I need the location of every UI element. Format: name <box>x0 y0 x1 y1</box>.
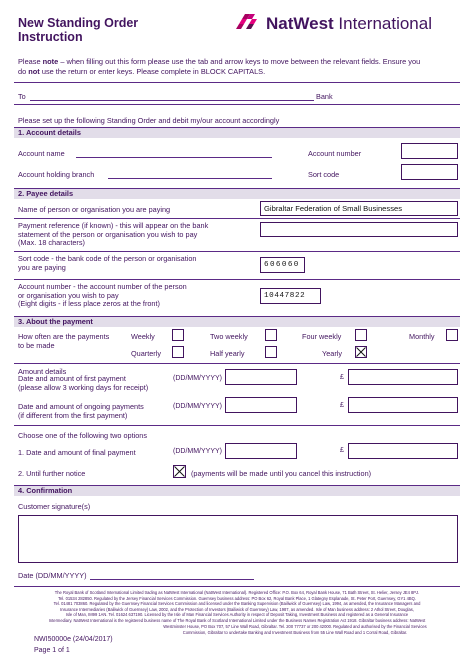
first-amount-field[interactable] <box>348 369 458 385</box>
until-check-x-icon <box>174 466 185 477</box>
intro-line2-rest: use the return or enter keys. Please complete in BLOCK CAPITALS. <box>39 66 266 76</box>
half-yearly-checkbox[interactable] <box>265 346 277 358</box>
account-number-value <box>402 146 405 155</box>
account-name-field[interactable] <box>76 157 272 158</box>
payment-reference-label-1: Payment reference (if known) - this will appear on the bank <box>18 221 209 230</box>
weekly-checkbox[interactable] <box>172 329 184 341</box>
yearly-checkbox[interactable] <box>355 346 367 358</box>
confirmation-bottom-rule <box>14 586 460 587</box>
ongoing-payment-label <box>18 403 144 420</box>
until-further-notice-checkbox[interactable] <box>173 465 186 478</box>
payment-reference-rule <box>14 251 460 252</box>
sort-code-label: Sort code <box>308 170 340 179</box>
weekly-label: Weekly <box>131 332 155 341</box>
section-confirmation-header: 4. Confirmation <box>14 485 460 496</box>
brand-name <box>266 14 432 34</box>
account-branch-field[interactable] <box>108 178 272 179</box>
date-field[interactable] <box>90 579 254 580</box>
form-title-line1: New Standing Order <box>18 16 139 30</box>
account-name-label: Account name <box>18 149 65 158</box>
monthly-label: Monthly <box>409 332 435 341</box>
to-top-rule <box>14 82 460 83</box>
payee-account-label-1: Account number - the account number of the person <box>18 282 187 291</box>
ongoing-currency: £ <box>340 402 344 409</box>
section-payment-header: 3. About the payment <box>14 316 460 327</box>
payee-name-rule <box>14 218 460 219</box>
payee-sort-rule <box>14 279 460 280</box>
until-further-notice-label: 2. Until further notice <box>18 469 86 478</box>
final-payment-label: 1. Date and amount of final payment <box>18 448 136 457</box>
customer-signature-field[interactable] <box>18 515 458 563</box>
payee-account-value: 10447822 <box>264 292 306 300</box>
payee-sort-label-1: Sort code - the bank code of the person or organisation <box>18 254 197 263</box>
payee-account-field[interactable] <box>260 288 321 304</box>
form-title-line2: Instruction <box>18 30 83 44</box>
quarterly-checkbox[interactable] <box>172 346 184 358</box>
first-date-hint: (DD/MM/YYYY) <box>173 375 222 382</box>
sort-code-value <box>402 167 405 176</box>
form-code: NWI50000e (24/04/2017) <box>34 636 113 643</box>
legal-line-2: Tel. 01534 282850. Regulated by the Jersey Financial Services Commission. Guernsey business address: PO Box 62, Royal Bank Place, 1 Glategny Esplanade, St. Peter Port, Guernsey, GY1 4BQ. <box>58 595 416 601</box>
ongoing-date-hint: (DD/MM/YYYY) <box>173 403 222 410</box>
choose-option-text: Choose one of the following two options <box>18 431 147 440</box>
payee-sort-field[interactable] <box>260 257 305 273</box>
intro-line1-rest: – when filling out this form please use the tab and arrow keys to move between the relevant fields. Ensure you <box>58 57 421 66</box>
first-payment-label <box>18 375 148 392</box>
ongoing-rule <box>14 425 460 426</box>
first-payment-label-2: (please allow 3 working days for receipt) <box>18 382 149 392</box>
final-amount-field[interactable] <box>348 443 458 459</box>
intro-text <box>18 57 464 76</box>
frequency-rule <box>14 363 460 364</box>
legal-line-3: Tel. 01481 703860. Regulated by the Guernsey Financial Services Commission and licensed under the Banking Supervision (Bailiwick of Guernsey) Law, 1994, as amended, the Insurance Managers and <box>53 601 421 607</box>
yearly-check-x-icon <box>356 347 366 357</box>
natwest-cubes-icon <box>236 13 262 35</box>
account-number-label: Account number <box>308 149 362 158</box>
legal-footer-tail <box>130 624 460 635</box>
yearly-label: Yearly <box>322 349 343 358</box>
payment-reference-value <box>261 225 264 234</box>
page-number: Page 1 of 1 <box>34 647 70 654</box>
payment-reference-label-2: statement of the person or organisation you wish to pay <box>18 229 198 239</box>
ongoing-payment-label-2: (if different from the first payment) <box>18 410 128 420</box>
monthly-checkbox[interactable] <box>446 329 458 341</box>
frequency-label <box>18 333 109 350</box>
customer-signature-label: Customer signature(s) <box>18 502 91 511</box>
legal-line-6: Intermediary. NatWest International is the registered business name of The Royal Bank of Scotland International Limited under the Business Names Registration Act 1918. Gibraltar business address: NatWest <box>48 617 426 623</box>
intro-line1 <box>18 57 464 67</box>
payment-reference-label-3: (Max. 18 characters) <box>18 238 85 248</box>
to-input-line[interactable] <box>30 100 314 101</box>
payee-sort-label-2: you are paying <box>18 262 66 272</box>
first-currency: £ <box>340 374 344 381</box>
first-date-field[interactable] <box>225 369 297 385</box>
intro-line2-prefix: do <box>18 66 29 76</box>
form-title <box>18 16 138 44</box>
payee-account-label-3: (Eight digits - if less place zeros at the front) <box>18 299 160 309</box>
first-payment-label-1: Date and amount of first payment <box>18 374 126 383</box>
final-date-field[interactable] <box>225 443 297 459</box>
account-number-field[interactable] <box>401 143 458 159</box>
section-account-header: 1. Account details <box>14 127 460 138</box>
intro-line1-bold: note <box>42 57 59 66</box>
frequency-label-2: to be made <box>18 340 55 350</box>
payee-name-value: Gibraltar Federation of Small Businesses <box>264 204 403 213</box>
brand-bold: NatWest <box>266 14 334 33</box>
quarterly-label: Quarterly <box>131 349 162 358</box>
four-weekly-label: Four weekly <box>302 332 342 341</box>
intro-line2 <box>18 67 464 77</box>
frequency-label-1: How often are the payments <box>18 332 110 341</box>
legal-line-1: The Royal Bank of Scotland International Limited trading as NatWest International (NatWest International). Registered Office: P.O. Box 64, Royal Bank House, 71 Bath Street, St. Helier, Jersey JE4 8PJ. <box>54 590 420 595</box>
legal-footer <box>14 590 460 624</box>
amount-details-label: Amount details <box>18 367 67 376</box>
section-payee-header: 2. Payee details <box>14 188 460 199</box>
bank-label: Bank <box>316 92 333 101</box>
account-branch-label: Account holding branch <box>18 170 95 179</box>
payee-account-label <box>18 283 254 309</box>
intro-line2-bold: not <box>28 66 40 76</box>
sort-code-field[interactable] <box>401 164 458 180</box>
payee-sort-value: 606060 <box>264 261 300 269</box>
ongoing-amount-field[interactable] <box>348 397 458 413</box>
two-weekly-label: Two weekly <box>210 332 248 341</box>
to-label: To <box>18 92 26 101</box>
payee-sort-label <box>18 255 254 272</box>
payment-reference-field[interactable] <box>260 222 458 237</box>
legal-line-8: Commission, Gibraltar to undertake Banking and Investment Business from 55 Line Wall Road and 1 Corral Road, Gibraltar. <box>182 629 408 635</box>
until-further-notice-note: (payments will be made until you cancel this instruction) <box>191 469 372 478</box>
legal-line-4: Insurance Intermediaries (Bailiwick of Guernsey) Law, 2002, and the Protection of Investors (Bailiwick of Guernsey) Law, 1987, as amended. Isle of Man business address: 2 Athol Street, Douglas, <box>60 606 414 612</box>
payment-reference-label <box>18 222 254 248</box>
natwest-logo <box>236 12 468 38</box>
half-yearly-label: Half yearly <box>210 349 245 358</box>
date-label: Date (DD/MM/YYYY) <box>18 571 87 580</box>
setup-text: Please set up the following Standing Order and debit my/our account accordingly <box>18 116 280 125</box>
brand-light: International <box>333 14 432 33</box>
ongoing-date-field[interactable] <box>225 397 297 413</box>
legal-line-7: Westminster House, PO Box 707, 57 Line Wall Road, Gibraltar. Tel. 200 77737 or 200 42000. Regulated and authorised by the Financial Services <box>163 624 427 629</box>
four-weekly-checkbox[interactable] <box>355 329 367 341</box>
final-date-hint: (DD/MM/YYYY) <box>173 448 222 455</box>
to-bottom-rule <box>14 104 460 105</box>
ongoing-payment-label-1: Date and amount of ongoing payments <box>18 402 144 411</box>
intro-line1-prefix: Please <box>18 57 43 66</box>
final-currency: £ <box>340 447 344 454</box>
payee-account-label-2: or organisation you wish to pay <box>18 290 119 300</box>
payee-name-field[interactable] <box>260 201 458 216</box>
payee-name-label: Name of person or organisation you are paying <box>18 205 171 214</box>
two-weekly-checkbox[interactable] <box>265 329 277 341</box>
legal-line-5: Isle of Man, IM99 1AN. Tel. 01624 637190. Licensed by the Isle of Man Financial Services Authority in respect of Deposit Taking, Investment Business and registered as a General Insurance <box>65 612 409 618</box>
